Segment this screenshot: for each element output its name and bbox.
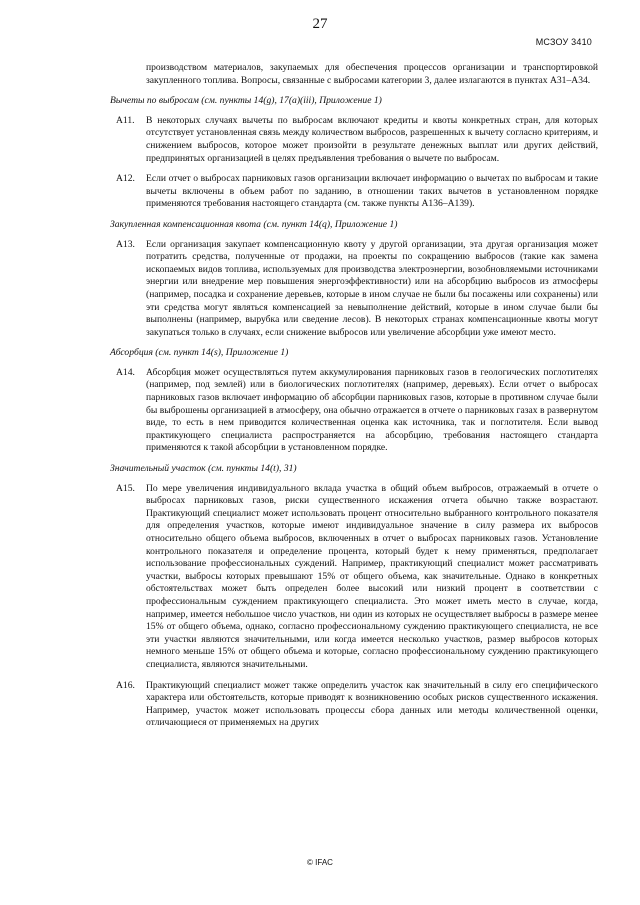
paragraph-a11 [110,115,598,165]
section-heading: Абсорбция (см. пункт 14(s), Приложение 1) [110,347,289,359]
section-heading: Закупленная компенсационная квота (см. пункт 14(q), Приложение 1) [110,218,398,230]
section-significant-facility [110,463,598,730]
paragraph-a15 [110,483,598,672]
paragraph-a16 [110,680,598,730]
intro-paragraph: производством материалов, закупаемых для обеспечения процессов организации и транспортировкой закупленного топлива. Вопросы, связанные с выбросами категории 3, далее излагаются в пунктах A31–A34. [146,62,598,86]
paragraph-number: A12. [116,173,135,185]
paragraph-a14 [110,367,598,455]
document-code: МСЗОУ 3410 [535,37,592,47]
section-heading: Вычеты по выбросам (см. пункты 14(g), 17(a)(iii), Приложение 1) [110,95,382,107]
section-removals [110,347,598,455]
paragraph-number: A14. [116,366,135,378]
page-number: 27 [312,16,328,32]
paragraph-a12 [110,173,598,211]
section-heading: Значительный участок (см. пункты 14(t), 31) [110,463,297,475]
copyright-footer: © IFAC [307,858,333,867]
paragraph-number: A13. [116,238,135,250]
paragraph-text: Практикующий специалист может также определить участок как значительный в силу его специфического характера или обстоятельств, которые приводят к возникновению особых рисков существенного искажения. Например, участок может использовать процессы сбора данных или методы количественной оценки, отличающиеся от применяемых на других [146,679,598,729]
section-emission-deductions [110,95,598,211]
paragraph-text: Абсорбция может осуществляться путем аккумулирования парниковых газов в геологических поглотителях (например, под землей) или в биологических поглотителях (например, деревьях). Если отчет о выбросах парниковых газов включает информацию об абсорбции парниковых газов, которые в противном случае были бы выброшены организацией в атмосферу, она обычно отражается в отчете о парниковых газах в развернутом виде, то есть в нем приводится количественная оценка как источника, так и поглотителя. Если вывод практикующего специалиста распространяется на абсорбцию, требования настоящего стандарта применяются к такой абсорбции в установленном порядке. [146,366,598,454]
paragraph-number: A15. [116,482,135,494]
paragraph-text: Если отчет о выбросах парниковых газов организации включает информацию о вычетах по выбросам и такие вычеты включены в объем работ по заданию, в отношении таких вычетов в установленном порядке применяются требования настоящего стандарта (см. также пункты A136–A139). [146,173,598,210]
section-purchased-offset [110,219,598,339]
paragraph-number: A16. [116,679,135,691]
page-content [110,62,598,738]
paragraph-a13 [110,239,598,340]
paragraph-number: A11. [116,114,135,126]
paragraph-text: В некоторых случаях вычеты по выбросам включают кредиты и квоты конкретных стран, для которых отсутствует установленная связь между количеством выбросов, разрешенных к вычету согласно критериям, и снижением выбросов, которое может произойти в результате денежных выплат или других действий, предпринятых организацией в целях предъявления требования о вычете по выбросам. [146,114,598,164]
paragraph-text: Если организация закупает компенсационную квоту у другой организации, эта другая организация может потратить средства, полученные от продажи, на проекты по сокращению выбросов (такие как замена ископаемых видов топлива, используемых для производства электроэнергии, возобновляемыми источниками энергии или внедрение мер повышения энергоэффективности) или на абсорбцию выбросов из атмосферы (например, посадка и сохранение деревьев, которые в ином случае не были бы посажены или сохранены) или эти средства могут являться компенсацией за невыполнение действий, которые в ином случае были бы выполнены (например, вырубка или сведение лесов). В некоторых странах компенсационные квоты могут закупаться только в случаях, если снижение выбросов или увеличение абсорбции уже имеют место. [146,238,598,338]
paragraph-text: По мере увеличения индивидуального вклада участка в общий объем выбросов, отражаемый в отчете о выбросах парниковых газов, риски существенного искажения отчета обычно также возрастают. Практикующий специалист может использовать процент относительно выбранного контрольного показателя для определения участков, которые имеют индивидуальное значение в силу размера их выбросов относительно общего объема выбросов, включенных в отчет о выбросах парниковых газов. Установление контрольного показателя и определение процента, который будет к нему применяться, предполагает использование профессиональных суждений. Например, практикующий специалист может рассматривать участки, выбросы которых превышают 15% от общего объема, как значительные. Однако в конкретных обстоятельствах может быть определен более высокий или низкий процент в соответствии с профессиональным суждением практикующего специалиста. Это может иметь место в случае, когда, например, имеется небольшое число участков, ни один из которых не осуществляет выбросы в размере менее 15% от общего объема, однако, согласно профессиональному суждению практикующего специалиста, не все эти участки являются значительными, или когда имеется несколько участков, размер выбросов которых немного меньше 15% от общего объема и которые, согласно профессиональному суждению практикующего специалиста, являются значительными. [146,482,598,670]
